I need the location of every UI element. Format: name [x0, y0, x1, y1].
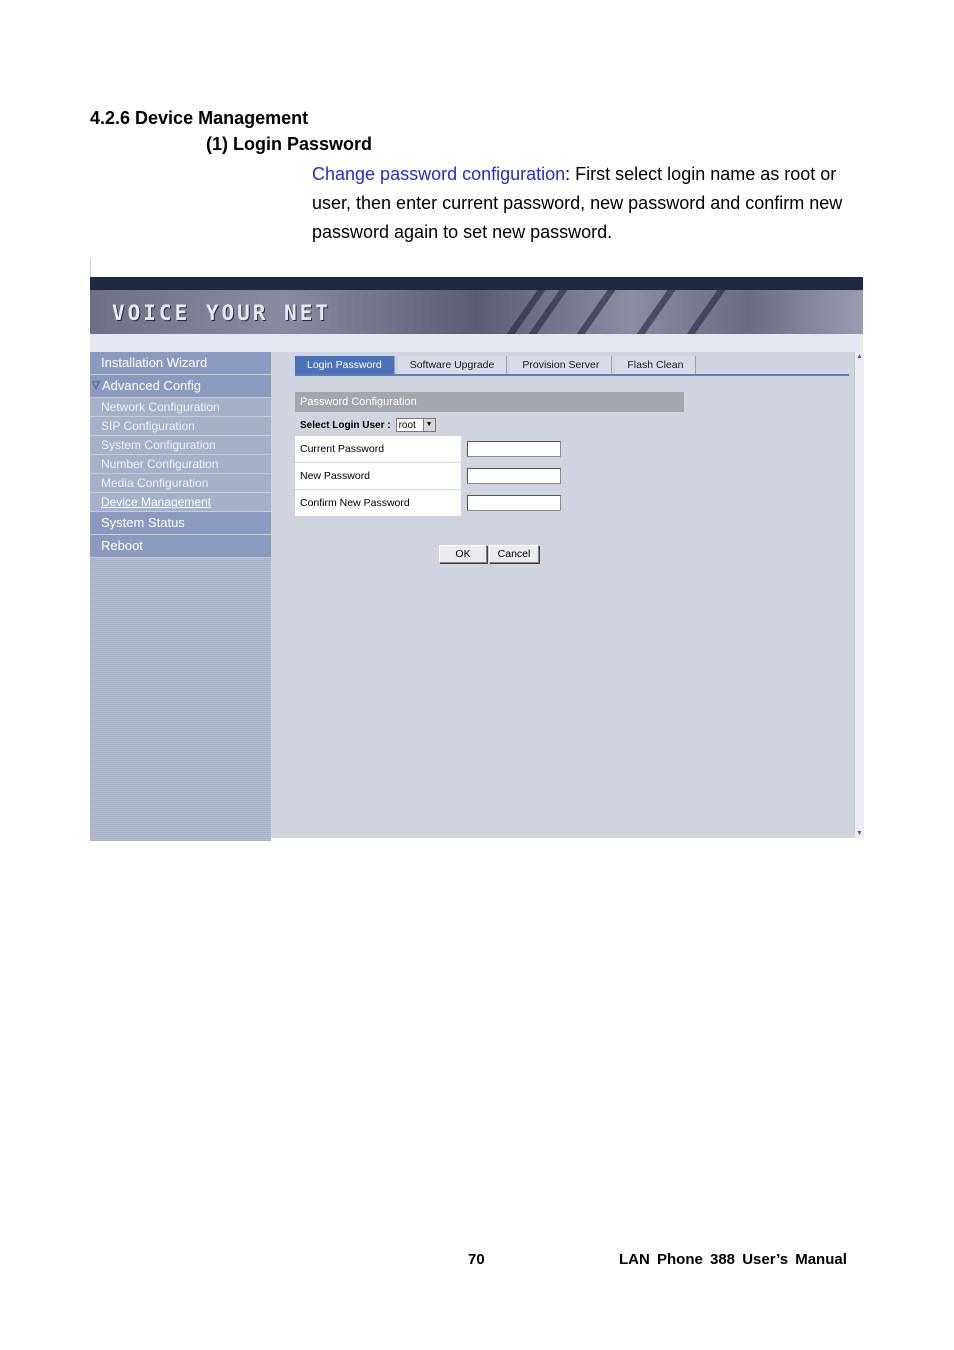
sidebar-item-number-configuration[interactable]: Number Configuration [90, 455, 271, 474]
sidebar-item-media-configuration[interactable]: Media Configuration [90, 474, 271, 493]
scroll-down-icon[interactable]: ▼ [856, 830, 863, 837]
tab-underline [295, 374, 849, 376]
description-link-text: Change password configuration [312, 164, 566, 184]
login-user-select-value: root [398, 419, 416, 431]
sidebar-item-advanced-config[interactable] [90, 375, 271, 398]
brand-banner [90, 290, 863, 334]
brand-logo: VOICE YOUR NET [112, 301, 332, 325]
top-dark-bar [90, 277, 863, 290]
vertical-scrollbar[interactable] [854, 352, 864, 838]
ok-button[interactable]: OK [439, 545, 487, 563]
confirm-password-input[interactable] [467, 495, 561, 511]
tab-provision-server[interactable]: Provision Server [510, 356, 612, 374]
tab-flash-clean[interactable]: Flash Clean [615, 356, 696, 374]
tab-bar [295, 356, 699, 374]
current-password-input[interactable] [467, 441, 561, 457]
sidebar-item-system-configuration[interactable]: System Configuration [90, 436, 271, 455]
current-password-row [295, 436, 561, 462]
banner-gap [90, 334, 863, 352]
scroll-up-icon[interactable]: ▲ [856, 353, 863, 360]
confirm-password-row [295, 490, 561, 516]
form-buttons [439, 545, 541, 563]
expand-triangle-icon: ▽ [92, 380, 100, 391]
sidebar-item-device-management[interactable]: Device Management [90, 493, 271, 512]
tab-login-password[interactable]: Login Password [295, 356, 395, 374]
select-login-user-label: Select Login User : [300, 419, 391, 431]
page-number: 70 [468, 1251, 485, 1268]
banner-stripe [625, 290, 682, 334]
description-paragraph [312, 160, 868, 247]
login-user-select[interactable] [396, 418, 436, 432]
password-form [295, 436, 561, 517]
section-heading: 4.2.6 Device Management [90, 108, 309, 128]
web-ui-screenshot [90, 258, 863, 838]
main-content [271, 352, 854, 838]
select-login-user-row [300, 418, 436, 432]
section-title: Password Configuration [295, 392, 684, 412]
chevron-down-icon[interactable]: ▼ [423, 419, 435, 431]
cancel-button[interactable]: Cancel [489, 545, 539, 563]
sidebar-item-sip-configuration[interactable]: SIP Configuration [90, 417, 271, 436]
tab-software-upgrade[interactable]: Software Upgrade [398, 356, 508, 374]
banner-stripe [565, 290, 622, 334]
new-password-row [295, 463, 561, 489]
sidebar [90, 352, 271, 838]
description-text: : First select login name as root or user, then enter current password, new password and confirm new password again to set new password. [312, 164, 843, 242]
subsection-heading: (1) Login Password [206, 134, 373, 154]
confirm-password-label: Confirm New Password [295, 490, 461, 516]
sidebar-item-installation-wizard[interactable]: Installation Wizard [90, 352, 271, 375]
screenshot-edge [90, 258, 91, 278]
current-password-label: Current Password [295, 436, 461, 462]
manual-title: LAN Phone 388 User’s Manual [619, 1251, 847, 1268]
banner-stripe [675, 290, 732, 334]
sidebar-fill [90, 558, 271, 841]
new-password-label: New Password [295, 463, 461, 489]
sidebar-item-reboot[interactable]: Reboot [90, 535, 271, 558]
sidebar-item-system-status[interactable]: System Status [90, 512, 271, 535]
sidebar-item-label: Advanced Config [102, 378, 202, 393]
sidebar-item-network-configuration[interactable]: Network Configuration [90, 398, 271, 417]
new-password-input[interactable] [467, 468, 561, 484]
